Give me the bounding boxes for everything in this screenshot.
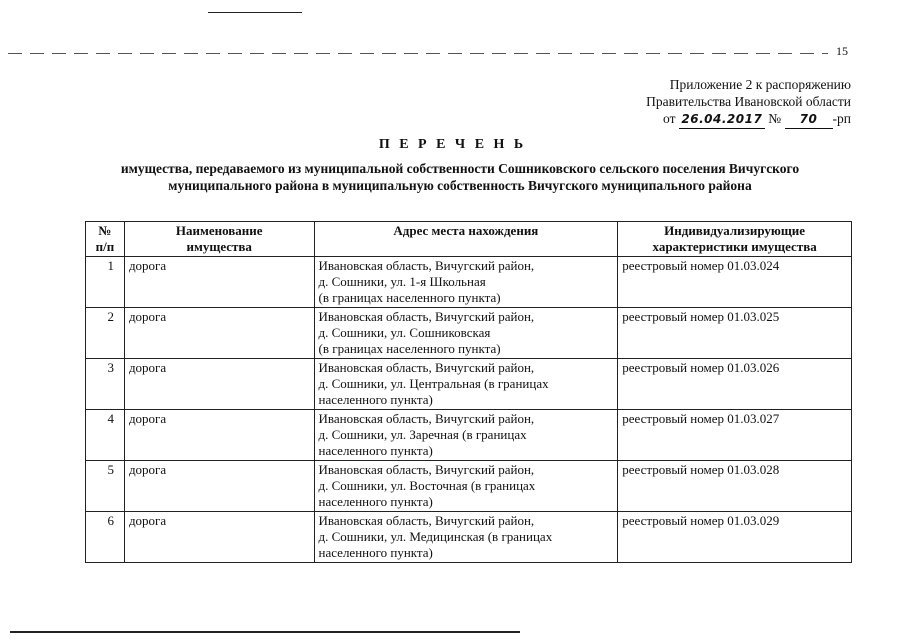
number-sign: № — [768, 111, 782, 126]
handwritten-date: 26.04.2017 — [679, 111, 765, 129]
cell-num: 2 — [86, 308, 125, 359]
document-title: П Е Р Е Ч Е Н Ь — [378, 137, 527, 152]
handwritten-number: 70 — [785, 111, 833, 129]
scan-artifact-dotted — [8, 53, 828, 54]
address-line: д. Сошники, ул. 1-я Школьная — [318, 274, 486, 289]
table-row — [86, 359, 852, 410]
table-row — [86, 308, 852, 359]
cell-name: дорога — [124, 410, 314, 461]
table-row — [86, 512, 852, 563]
address-line: Ивановская область, Вичугский район, — [318, 360, 535, 375]
cell-attributes: реестровый номер 01.03.024 — [618, 257, 852, 308]
address-line: населенного пункта) — [318, 494, 433, 509]
cell-num: 4 — [86, 410, 125, 461]
address-line: д. Сошники, ул. Медицинская (в границах — [318, 529, 553, 544]
address-line: населенного пункта) — [318, 545, 433, 560]
address-line: д. Сошники, ул. Заречная (в границах — [318, 427, 527, 442]
header-attributes: Индивидуализирующие характеристики имущества — [618, 222, 852, 257]
scan-artifact-top — [208, 12, 302, 13]
appendix-suffix: -рп — [832, 111, 851, 126]
table-header-row — [86, 222, 852, 257]
document-subtitle — [60, 160, 860, 194]
cell-address — [314, 359, 618, 410]
cell-attributes: реестровый номер 01.03.025 — [618, 308, 852, 359]
address-line: (в границах населенного пункта) — [318, 341, 501, 356]
scan-artifact-bottom — [10, 631, 520, 633]
cell-num: 5 — [86, 461, 125, 512]
cell-num: 6 — [86, 512, 125, 563]
table-row — [86, 257, 852, 308]
address-line: (в границах населенного пункта) — [318, 290, 501, 305]
appendix-line-1: Приложение 2 к распоряжению — [669, 77, 851, 92]
appendix-note — [646, 76, 851, 129]
cell-name: дорога — [124, 308, 314, 359]
header-name: Наименование имущества — [124, 222, 314, 257]
appendix-prefix: от — [663, 111, 676, 126]
table-row — [86, 410, 852, 461]
appendix-line-2: Правительства Ивановской области — [646, 94, 851, 109]
cell-num: 3 — [86, 359, 125, 410]
cell-address — [314, 308, 618, 359]
subtitle-line-2: муниципального района в муниципальную собственность Вичугского муниципального района — [168, 178, 752, 193]
cell-name: дорога — [124, 512, 314, 563]
cell-attributes: реестровый номер 01.03.027 — [618, 410, 852, 461]
header-num: № п/п — [86, 222, 125, 257]
address-line: Ивановская область, Вичугский район, — [318, 411, 535, 426]
address-line: Ивановская область, Вичугский район, — [318, 513, 535, 528]
subtitle-line-1: имущества, передаваемого из муниципальной собственности Сошниковского сельского поселения Вичугского — [120, 161, 800, 176]
cell-address — [314, 410, 618, 461]
property-table — [85, 221, 852, 563]
cell-name: дорога — [124, 257, 314, 308]
address-line: д. Сошники, ул. Сошниковская — [318, 325, 491, 340]
address-line: Ивановская область, Вичугский район, — [318, 309, 535, 324]
address-line: Ивановская область, Вичугский район, — [318, 462, 535, 477]
cell-attributes: реестровый номер 01.03.029 — [618, 512, 852, 563]
cell-address — [314, 461, 618, 512]
address-line: д. Сошники, ул. Центральная (в границах — [318, 376, 549, 391]
cell-address — [314, 512, 618, 563]
address-line: д. Сошники, ул. Восточная (в границах — [318, 478, 536, 493]
address-line: населенного пункта) — [318, 443, 433, 458]
appendix-line-3 — [646, 110, 851, 129]
cell-attributes: реестровый номер 01.03.026 — [618, 359, 852, 410]
cell-address — [314, 257, 618, 308]
header-address: Адрес места нахождения — [314, 222, 618, 257]
cell-name: дорога — [124, 461, 314, 512]
table-row — [86, 461, 852, 512]
cell-name: дорога — [124, 359, 314, 410]
address-line: населенного пункта) — [318, 392, 433, 407]
address-line: Ивановская область, Вичугский район, — [318, 258, 535, 273]
cell-num: 1 — [86, 257, 125, 308]
cell-attributes: реестровый номер 01.03.028 — [618, 461, 852, 512]
page-number: 15 — [836, 44, 848, 58]
